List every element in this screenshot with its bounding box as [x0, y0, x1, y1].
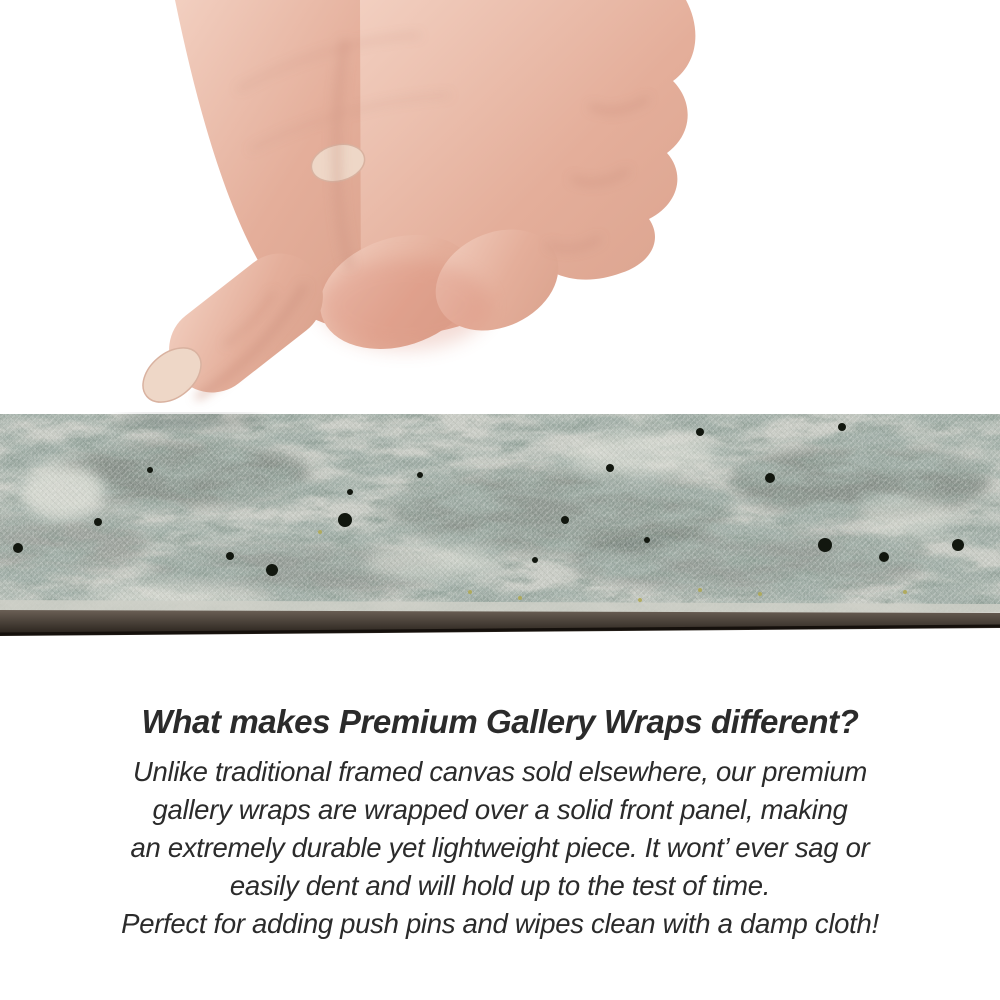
marketing-copy — [0, 699, 1000, 943]
skin-pressure-tint — [320, 260, 490, 350]
body-text-line: an extremely durable yet lightweight piece. It wont’ ever sag or — [130, 832, 870, 863]
headline: What makes Premium Gallery Wraps different? — [141, 703, 859, 740]
body-text-line: Perfect for adding push pins and wipes clean with a damp cloth! — [121, 908, 879, 939]
body-text-line: Unlike traditional framed canvas sold elsewhere, our premium — [132, 756, 867, 787]
canvas-edge-strip — [0, 412, 1000, 638]
body-text-line: easily dent and will hold up to the test of time. — [229, 870, 771, 901]
body-text-line: gallery wraps are wrapped over a solid front panel, making — [152, 794, 848, 825]
canvas-grain — [0, 414, 1000, 612]
hand-pressing-thumb-photo — [0, 0, 1000, 432]
